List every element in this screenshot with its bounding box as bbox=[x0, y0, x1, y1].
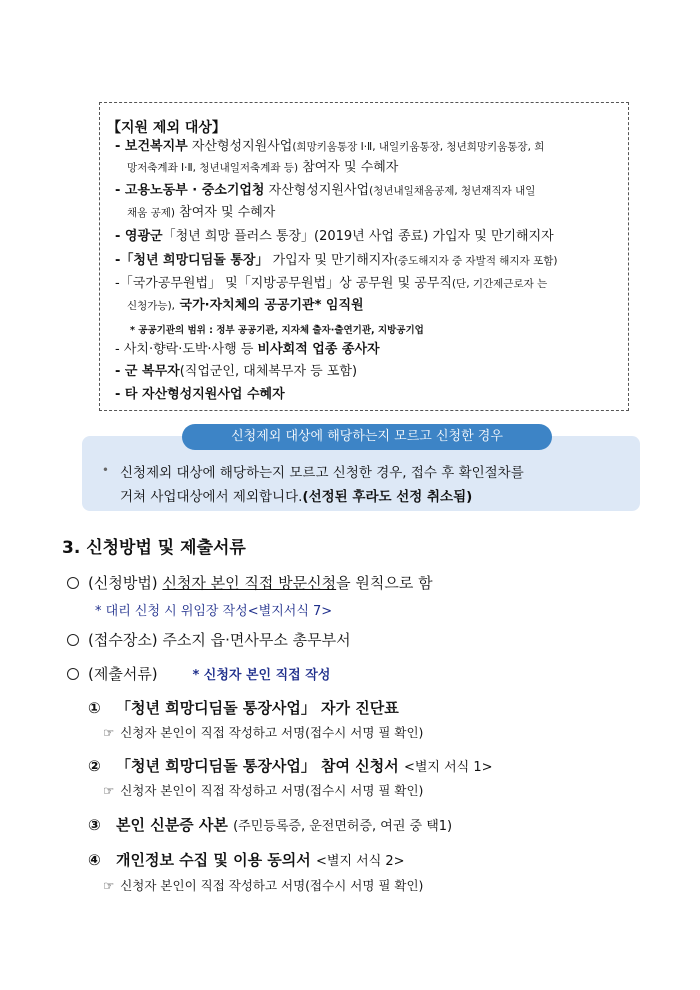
doc-item-3: ③ 본인 신분증 사본 (주민등록증, 운전면허증, 여권 중 택1) bbox=[88, 816, 453, 834]
circle-bullet-icon bbox=[67, 668, 79, 680]
proxy-note: * 대리 신청 시 위임장 작성<별지서식 7> bbox=[95, 604, 333, 619]
notice-bullet-icon: ꔷ bbox=[103, 465, 108, 476]
notice-line-1: 신청제외 대상에 해당하는지 모르고 신청한 경우, 접수 후 확인절차를 bbox=[120, 465, 524, 481]
exclusion-item-1-cont: 망저축계좌 Ⅰ·Ⅱ, 청년내일저축계좌 등) 참여자 및 수혜자 bbox=[127, 160, 399, 175]
circle-bullet-icon bbox=[67, 577, 79, 589]
section-heading: 3. 신청방법 및 제출서류 bbox=[62, 538, 246, 558]
exclusion-item-4: -「청년 희망디딤돌 통장」 가입자 및 만기해지자(중도해지자 중 자발적 해지자 포함) bbox=[115, 253, 558, 268]
exclusion-title: 【지원 제외 대상】 bbox=[107, 120, 226, 136]
doc-item-2-note: ☞ 신청자 본인이 직접 작성하고 서명(접수시 서명 필 확인) bbox=[103, 783, 424, 798]
doc-item-1-note: ☞ 신청자 본인이 직접 작성하고 서명(접수시 서명 필 확인) bbox=[103, 725, 424, 740]
exclusion-item-1: - 보건복지부 자산형성지원사업(희망키움통장 Ⅰ·Ⅱ, 내일키움통장, 청년희망키움통장, 희 bbox=[115, 139, 545, 154]
bullet-apply-method: (신청방법) 신청자 본인 직접 방문신청을 원칙으로 함 bbox=[67, 572, 433, 593]
exclusion-item-2-cont: 채움 공제) 참여자 및 수혜자 bbox=[127, 205, 276, 220]
bullet-documents: (제출서류) * 신청자 본인 직접 작성 bbox=[67, 663, 330, 684]
circle-bullet-icon bbox=[67, 634, 79, 646]
doc-item-4-note: ☞ 신청자 본인이 직접 작성하고 서명(접수시 서명 필 확인) bbox=[103, 878, 424, 893]
exclusion-item-6: - 사치·향락·도박·사행 등 비사회적 업종 종사자 bbox=[115, 342, 380, 357]
pointing-hand-icon: ☞ bbox=[103, 783, 115, 798]
notice-pill: 신청제외 대상에 해당하는지 모르고 신청한 경우 bbox=[182, 424, 552, 450]
exclusion-item-8: - 타 자산형성지원사업 수혜자 bbox=[115, 387, 285, 402]
exclusion-item-7: - 군 복무자(직업군인, 대체복무자 등 포함) bbox=[115, 364, 358, 379]
doc-item-2: ② 「청년 희망디딤돌 통장사업」 참여 신청서 <별지 서식 1> bbox=[88, 757, 493, 775]
exclusion-item-5-cont: 신청가능), 국가·자치체의 공공기관* 임직원 bbox=[127, 298, 364, 313]
exclusion-item-2: - 고용노동부 · 중소기업청 자산형성지원사업(청년내일채움공제, 청년재직자 내일 bbox=[115, 183, 536, 198]
documents-note: * 신청자 본인 직접 작성 bbox=[192, 668, 331, 683]
exclusion-item-5: -「국가공무원법」 및「지방공무원법」상 공무원 및 공무직(단, 기간제근로자 는 bbox=[115, 276, 548, 291]
pointing-hand-icon: ☞ bbox=[103, 878, 115, 893]
exclusion-note: * 공공기관의 범위 : 정부 공공기관, 지자체 출자·출연기관, 지방공기업 bbox=[130, 325, 424, 336]
doc-item-1: ① 「청년 희망디딤돌 통장사업」 자가 진단표 bbox=[88, 699, 399, 717]
pointing-hand-icon: ☞ bbox=[103, 725, 115, 740]
exclusion-item-3: - 영광군「청년 희망 플러스 통장」(2019년 사업 종료) 가입자 및 만기해지자 bbox=[115, 229, 554, 244]
bullet-reception-place: (접수장소) 주소지 읍·면사무소 총무부서 bbox=[67, 629, 351, 650]
doc-item-4: ④ 개인정보 수집 및 이용 동의서 <별지 서식 2> bbox=[88, 851, 405, 869]
notice-line-2: 거쳐 사업대상에서 제외합니다.(선정된 후라도 선정 취소됨) bbox=[120, 489, 473, 505]
